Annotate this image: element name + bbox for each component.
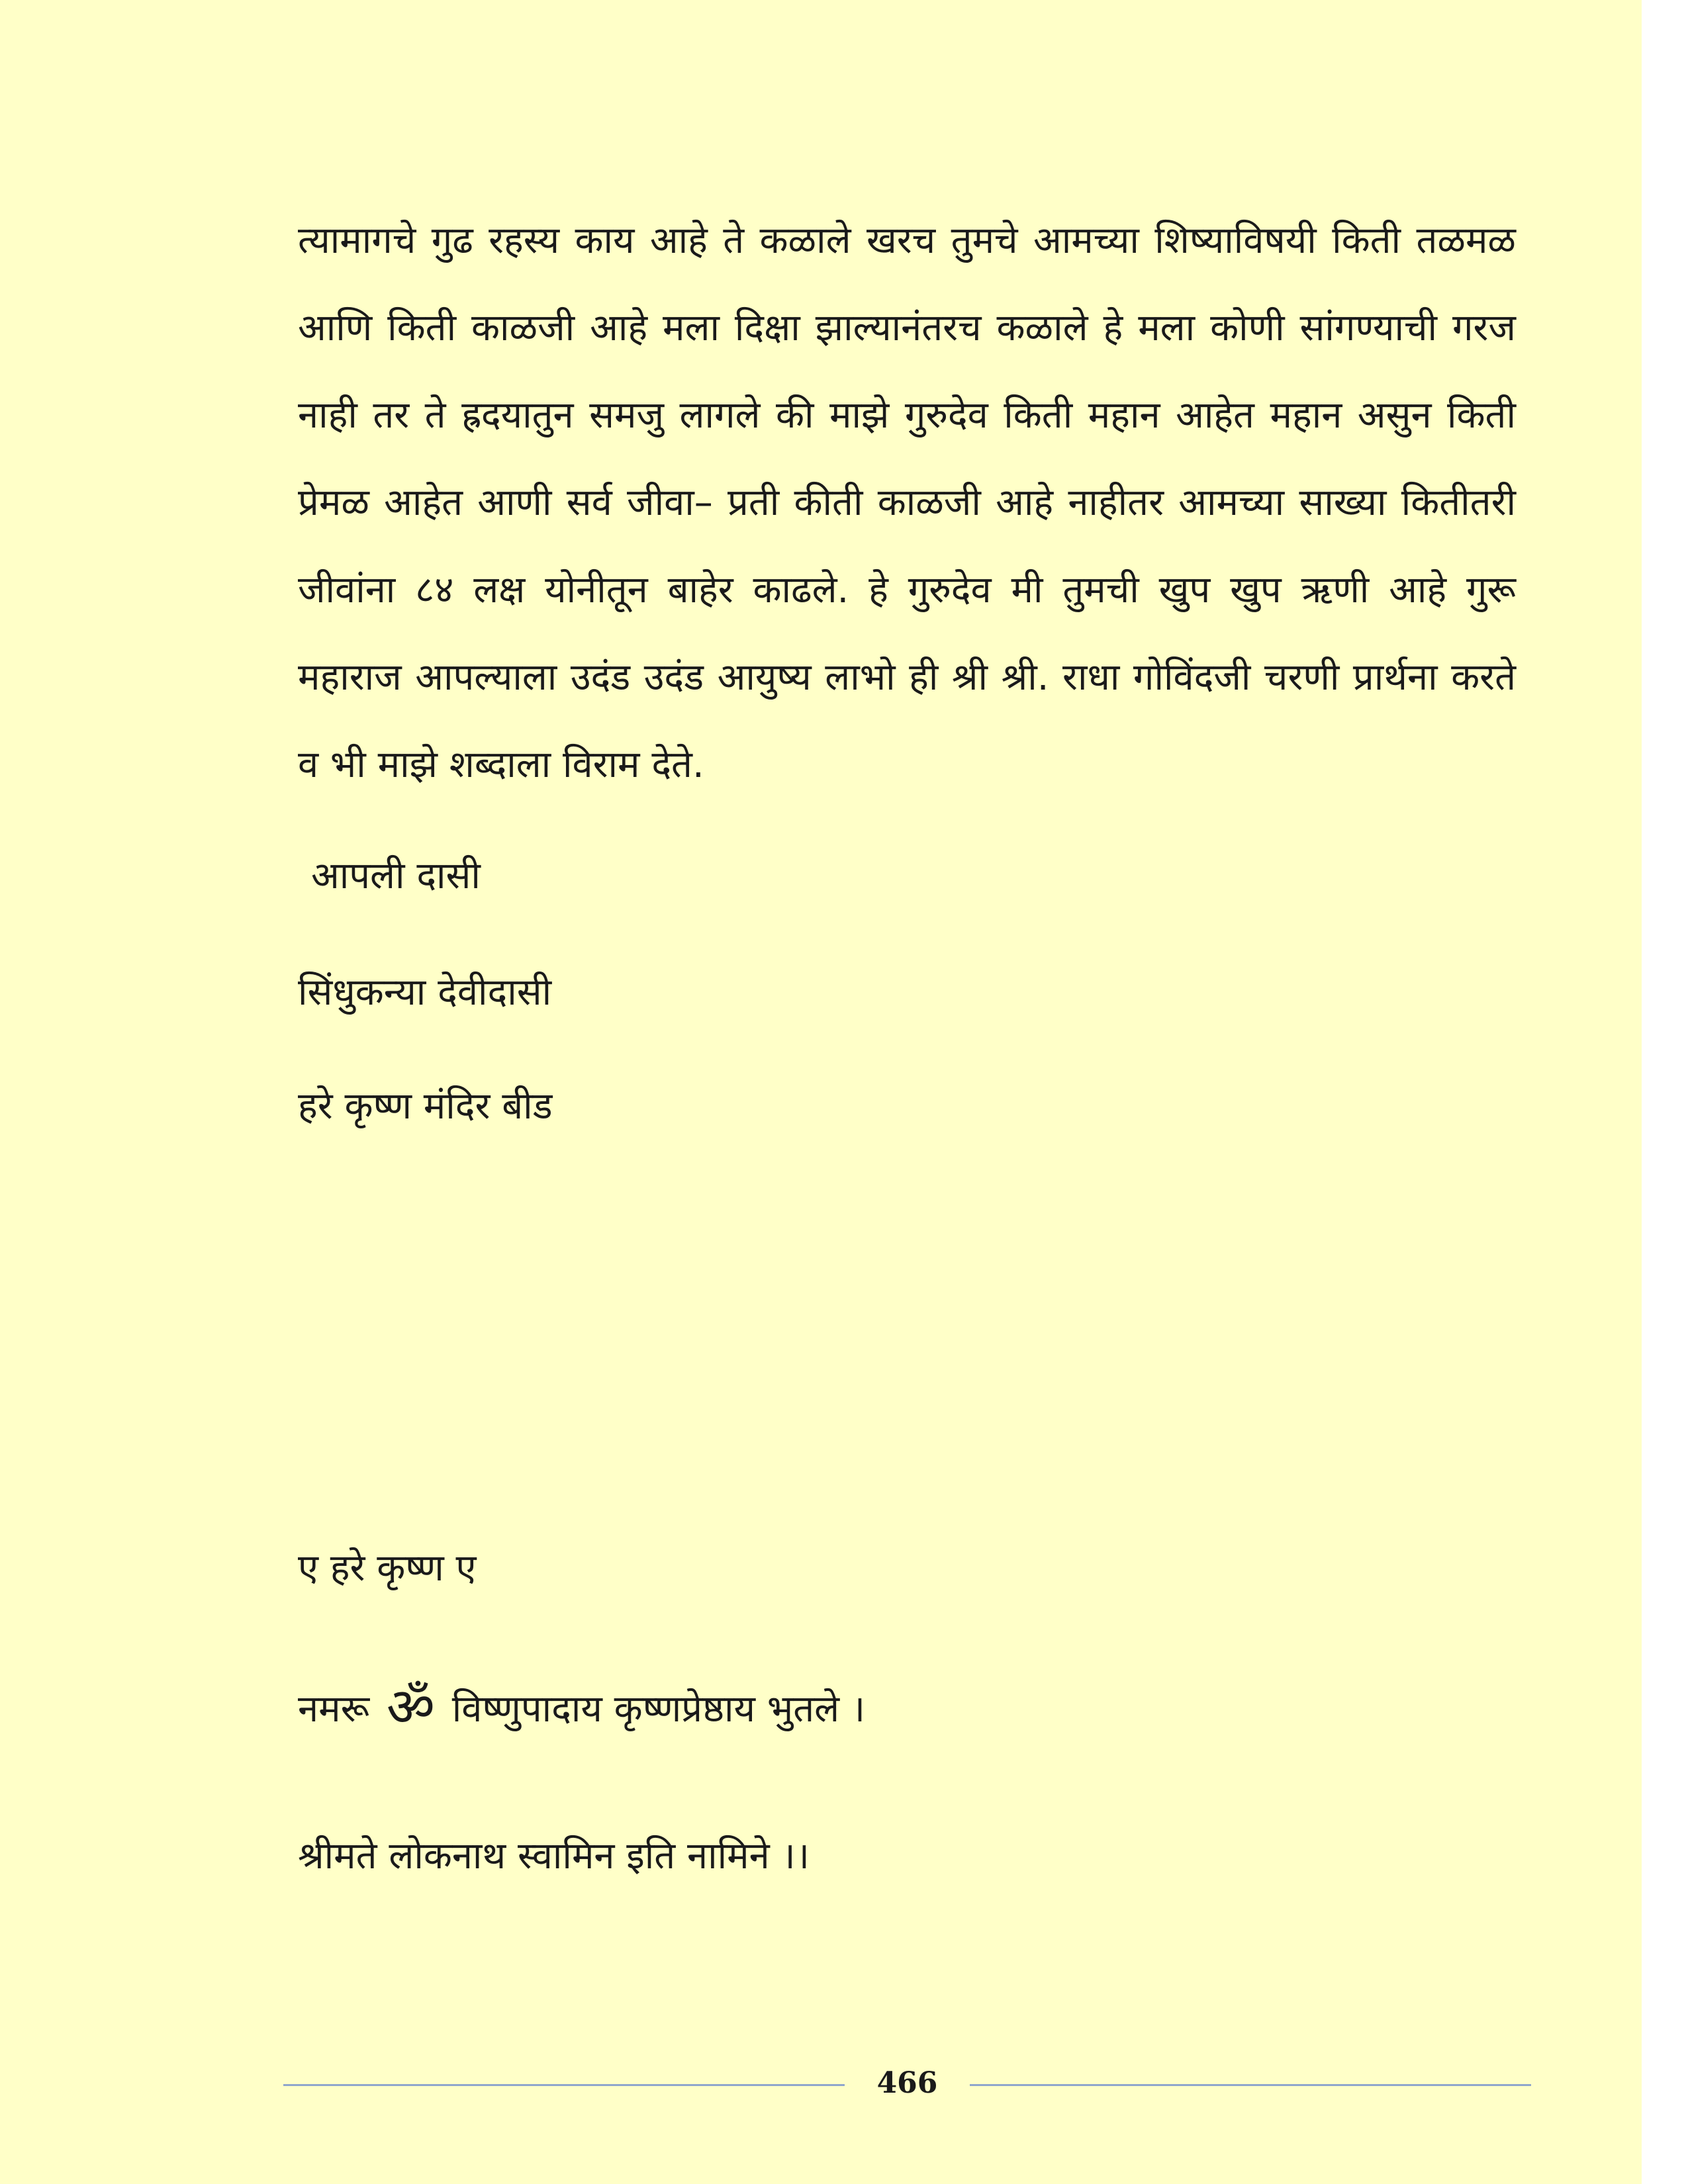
mantra-heading: ए हरे कृष्ण ए	[298, 1547, 477, 1590]
signoff-location: हरे कृष्ण मंदिर बीड	[298, 1085, 553, 1128]
mantra-line-1-start: नमरू	[298, 1688, 370, 1731]
footer-rule-left	[283, 2084, 845, 2086]
footer-rule-right	[970, 2084, 1531, 2086]
letter-body-paragraph: त्यामागचे गुढ रहस्य काय आहे ते कळाले खरच तुमचे आमच्या शिष्याविषयी किती तळमळ आणि किती काळजी आहे मला दिक्षा झाल्यानंतरच कळाले हे मला कोणी सांगण्याची गरज नाही तर ते ह्रदयातुन समजु लागले की माझे गुरुदेव किती महान आहेत महान असुन किती प्रेमळ आहेत आणी सर्व जीवा– प्रती कीती काळजी आहे नाहीतर आमच्या साख्या कितीतरी जीवांना ८४ लक्ष योनीतून बाहेर काढले. हे गुरुदेव मी तुमची खुप खुप ऋणी आहे गुरू महाराज आपल्याला उदंड उदंड आयुष्य लाभो ही श्री श्री. राधा गोविंदजी चरणी प्रार्थना करते व भी माझे शब्दाला विराम देते.	[298, 219, 1516, 786]
mantra-line-2: श्रीमते लोकनाथ स्वामिन इति नामिने ।।	[298, 1835, 810, 1878]
om-icon: ॐ	[386, 1676, 435, 1738]
signoff-closing: आपली दासी	[311, 854, 481, 897]
page-number: 466	[876, 2066, 938, 2100]
mantra-line-1-end: विष्णुपादाय कृष्णप्रेष्ठाय भुतले ।	[451, 1688, 866, 1731]
signoff-author-name: सिंधुकन्या देवीदासी	[298, 971, 552, 1014]
mantra-line-1	[298, 1676, 866, 1738]
